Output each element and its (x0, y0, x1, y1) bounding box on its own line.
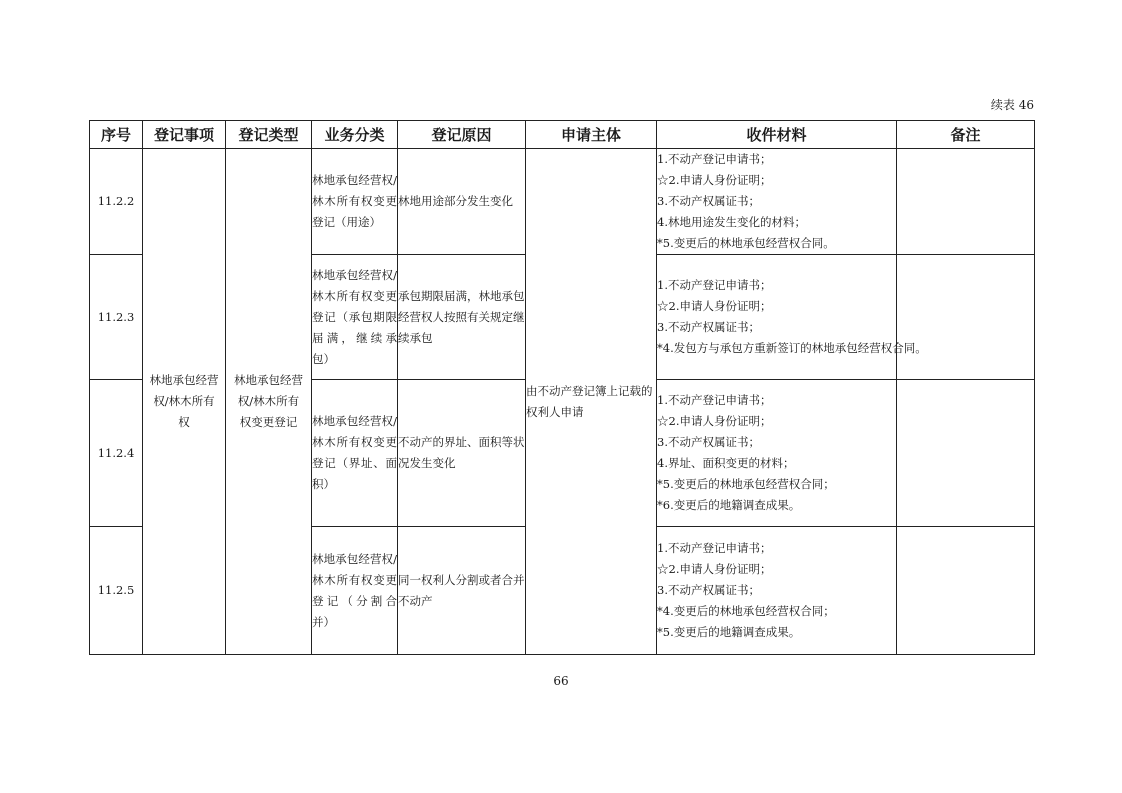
row-category: 林地承包经营权/林木所有权变更登记（分割合并） (312, 527, 398, 655)
header-remark: 备注 (897, 121, 1035, 149)
header-registration-type: 登记类型 (226, 121, 312, 149)
row-reason: 林地用途部分发生变化 (398, 149, 526, 255)
material-item: 4.界址、面积变更的材料； (657, 456, 795, 470)
table-row (90, 149, 1035, 255)
page-number: 66 (553, 674, 569, 688)
material-item: ☆2.申请人身份证明； (657, 173, 772, 187)
applicant-cell: 由不动产登记簿上记载的权利人申请 (526, 149, 657, 655)
header-row (90, 121, 1035, 149)
material-item: 4.林地用途发生变化的材料； (657, 215, 806, 229)
continued-table-label: 续表 46 (990, 98, 1034, 112)
header-registration-reason: 登记原因 (398, 121, 526, 149)
material-item: 3.不动产权属证书； (657, 194, 760, 208)
header-business-category: 业务分类 (312, 121, 398, 149)
material-item: *4.发包方与承包方重新签订的林地承包经营权合同。 (657, 341, 927, 355)
registration-type-cell (226, 149, 312, 655)
material-item: *5.变更后的地籍调查成果。 (657, 625, 801, 639)
registration-item-text: 林地承包经营权/林木所有权 (149, 373, 219, 429)
row-remark (897, 527, 1035, 655)
material-item: 3.不动产权属证书； (657, 435, 760, 449)
row-reason: 不动产的界址、面积等状况发生变化 (398, 380, 526, 527)
row-materials (657, 527, 897, 655)
row-seq: 11.2.2 (90, 149, 143, 255)
row-reason: 承包期限届满，林地承包经营权人按照有关规定继续承包 (398, 255, 526, 380)
material-item: *5.变更后的林地承包经营权合同； (657, 477, 835, 491)
material-item: 1.不动产登记申请书； (657, 393, 772, 407)
row-materials (657, 255, 927, 380)
material-item: ☆2.申请人身份证明； (657, 299, 772, 313)
row-category: 林地承包经营权/林木所有权变更登记（用途） (312, 149, 398, 255)
row-category: 林地承包经营权/林木所有权变更登记（界址、面积） (312, 380, 398, 527)
material-item: 3.不动产权属证书； (657, 320, 760, 334)
row-seq: 11.2.4 (90, 380, 143, 527)
registration-table (89, 120, 1035, 655)
header-materials: 收件材料 (657, 121, 897, 149)
row-remark (897, 149, 1035, 255)
row-seq: 11.2.5 (90, 527, 143, 655)
registration-type-text: 林地承包经营权/林木所有权变更登记 (234, 373, 303, 429)
material-item: *5.变更后的林地承包经营权合同。 (657, 236, 835, 250)
material-item: ☆2.申请人身份证明； (657, 414, 772, 428)
header-seq: 序号 (90, 121, 143, 149)
material-item: 1.不动产登记申请书； (657, 152, 772, 166)
material-item: 1.不动产登记申请书； (657, 541, 772, 555)
row-category: 林地承包经营权/林木所有权变更登记（承包期限届满，继续承包） (312, 255, 398, 380)
row-materials (657, 380, 897, 527)
row-reason: 同一权利人分割或者合并不动产 (398, 527, 526, 655)
material-item: 1.不动产登记申请书； (657, 278, 772, 292)
row-remark (897, 255, 1035, 380)
header-applicant: 申请主体 (526, 121, 657, 149)
row-remark (897, 380, 1035, 527)
row-materials (657, 149, 897, 255)
header-registration-item: 登记事项 (143, 121, 226, 149)
registration-item-cell (143, 149, 226, 655)
row-seq: 11.2.3 (90, 255, 143, 380)
material-item: *6.变更后的地籍调查成果。 (657, 498, 801, 512)
material-item: *4.变更后的林地承包经营权合同； (657, 604, 835, 618)
material-item: ☆2.申请人身份证明； (657, 562, 772, 576)
material-item: 3.不动产权属证书； (657, 583, 760, 597)
